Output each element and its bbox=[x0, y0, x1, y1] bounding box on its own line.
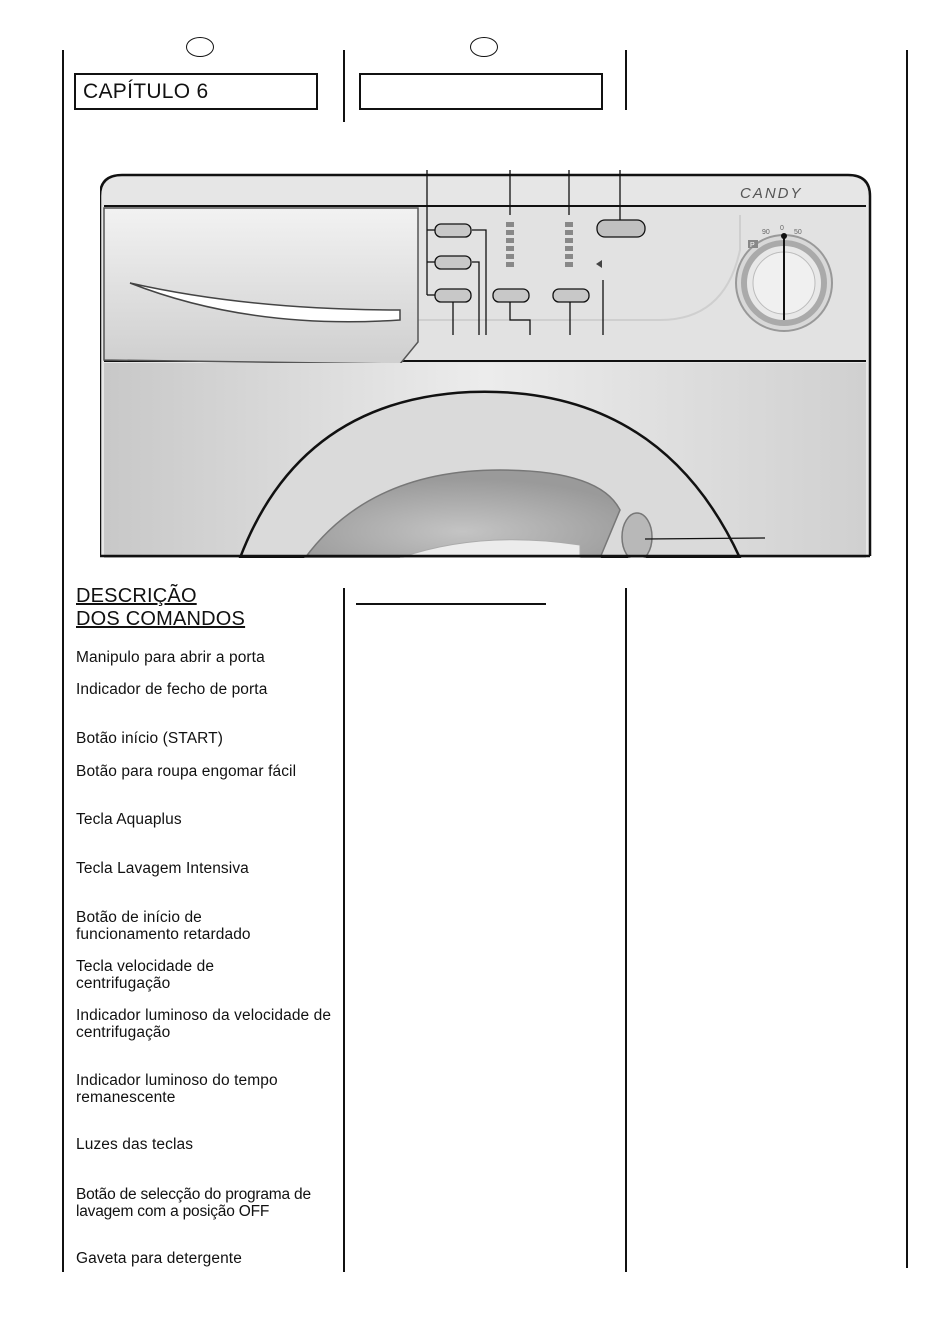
divider-header-left bbox=[343, 50, 345, 122]
dial-mark-50: 50 bbox=[794, 229, 802, 236]
dial-mark-0: 0 bbox=[780, 225, 784, 232]
divider-body-right bbox=[625, 588, 627, 1272]
item-delay-start-button: Botão de início de funcionamento retardado bbox=[76, 909, 251, 943]
item-aquaplus-key: Tecla Aquaplus bbox=[76, 811, 182, 828]
brand-logo: CANDY bbox=[740, 185, 803, 202]
left-column-border bbox=[62, 50, 64, 1272]
middle-heading-underline bbox=[356, 603, 546, 605]
item-start-button: Botão início (START) bbox=[76, 730, 224, 747]
dial-position-label: P bbox=[750, 242, 755, 249]
button-aquaplus bbox=[435, 256, 471, 269]
language-circle-middle bbox=[470, 37, 498, 57]
dial-mark-90: 90 bbox=[762, 229, 770, 236]
item-intensive-wash-key: Tecla Lavagem Intensiva bbox=[76, 860, 249, 877]
section-heading-line2: DOS COMANDOS bbox=[76, 608, 246, 630]
chapter-box-middle bbox=[359, 73, 603, 110]
item-door-handle: Manipulo para abrir a porta bbox=[76, 649, 265, 666]
item-program-selector: Botão de selecção do programa de lavagem com a posição OFF bbox=[76, 1186, 311, 1220]
item-door-lock-indicator: Indicador de fecho de porta bbox=[76, 681, 268, 698]
button-intensive bbox=[435, 289, 471, 302]
divider-header-right bbox=[625, 50, 627, 110]
door-handle bbox=[622, 513, 652, 558]
item-easy-iron-button: Botão para roupa engomar fácil bbox=[76, 763, 297, 780]
washing-machine-illustration bbox=[100, 170, 872, 558]
chapter-box-left bbox=[74, 73, 318, 110]
right-column-border bbox=[906, 50, 908, 1268]
section-heading-line1: DESCRIÇÃO bbox=[76, 585, 197, 607]
button-start bbox=[597, 220, 645, 237]
item-key-lights: Luzes das teclas bbox=[76, 1136, 194, 1153]
machine-body bbox=[104, 363, 866, 558]
button-easy-iron bbox=[435, 224, 471, 237]
item-detergent-drawer: Gaveta para detergente bbox=[76, 1250, 242, 1267]
button-spin-speed bbox=[553, 289, 589, 302]
chapter-title: CAPÍTULO 6 bbox=[83, 80, 209, 103]
divider-body-left bbox=[343, 588, 345, 1272]
item-remaining-time-indicator: Indicador luminoso do tempo remanescente bbox=[76, 1072, 278, 1106]
button-delay-start bbox=[493, 289, 529, 302]
item-spin-speed-indicator: Indicador luminoso da velocidade de centrifugação bbox=[76, 1007, 332, 1041]
item-spin-speed-key: Tecla velocidade de centrifugação bbox=[76, 958, 215, 992]
detergent-drawer bbox=[104, 208, 418, 364]
language-circle-left bbox=[186, 37, 214, 57]
